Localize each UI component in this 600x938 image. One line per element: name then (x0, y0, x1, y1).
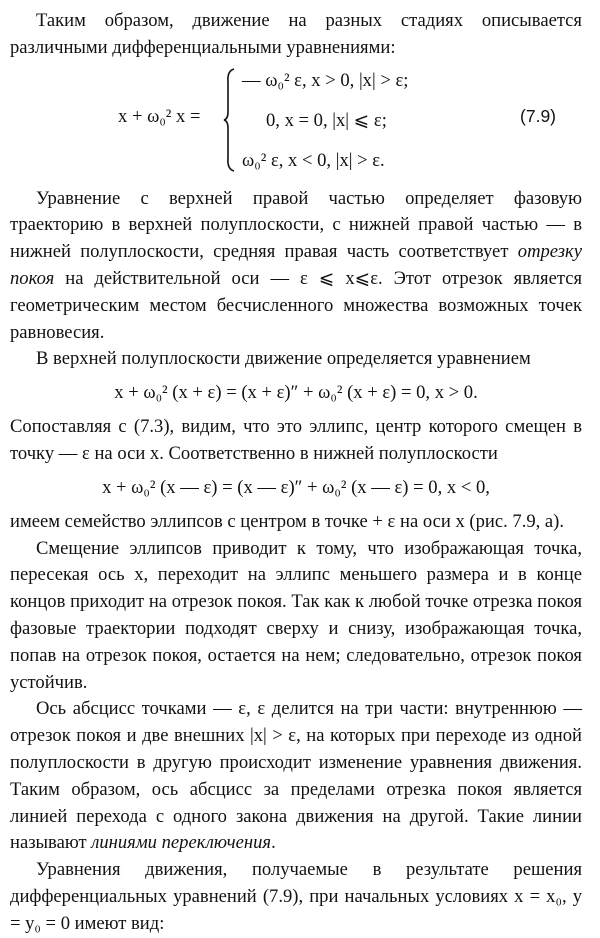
left-brace-icon (223, 68, 235, 172)
paragraph-ellipse-comparison: Сопоставляя с (7.3), видим, что это эллипс, центр которого смещен в точку — ε на оси x. Соответственно в нижней полуплоскости (10, 416, 582, 464)
equation-number: (7.9) (520, 105, 556, 126)
paragraph-rest-segment-text-1: Уравнение с верхней правой частью определяет фазовую траекторию в верхней полуплоскости, с нижней правой частью — в нижней полуплоскости, средняя правая часть соответствует (10, 187, 582, 263)
equation-upper-half-plane: x + ω₀² (x + ε) = (x + ε)″ + ω₀² (x + ε) = 0, x > 0. (114, 382, 478, 404)
paragraph-rest-segment (10, 186, 582, 347)
paragraph-ellipse-shift: Смещение эллипсов приводит к тому, что изображающая точка, пересекая ось x, переходит на эллипс меньшего размера и в конце концов приходит на отрезок покоя. Так как к любой точке отрезка покоя фазовые траектории подходят сверху и снизу, изображающая точка, попав на отрезок покоя, остается на нем; следовательно, отрезок покоя устойчив. (10, 537, 582, 693)
term-switching-lines: линиями переключения (91, 832, 272, 854)
system-case-lower: ω₀² ε, x < 0, |x| > ε. (242, 149, 385, 171)
system-case-middle: 0, x = 0, |x| ⩽ ε; (266, 109, 387, 131)
paragraph-upper-half-plane: В верхней полуплоскости движение определяется уравнением (36, 348, 531, 370)
paragraph-ellipse-family: имеем семейство эллипсов с центром в точке + ε на оси x (рис. 7.9, а). (10, 510, 565, 532)
paragraph-switching-lines (10, 696, 582, 857)
paragraph-equations-of-motion: Уравнения движения, получаемые в результате решения дифференциальных уравнений (7.9), при начальных условиях x = x₀, y = y₀ = 0 имеют вид: (10, 859, 582, 934)
paragraph-switching-lines-text-1: Ось абсцисс точками — ε, ε делится на три части: внутреннюю — отрезок покоя и две внешних |x| > ε, на которых при переходе из одной полуплоскости в другую происходит изменение уравнения движения. Таким образом, ось абсцисс за пределами отрезка покоя является линией перехода с одного закона движения на другой. Такие линии называют (10, 698, 582, 854)
paragraph-intro: Таким образом, движение на разных стадиях описывается различными дифференциальными уравнениями: (10, 10, 582, 58)
equation-system-7-9 (10, 66, 582, 178)
system-left-side: x + ω₀² x = (118, 105, 201, 127)
equation-lower-half-plane: x + ω₀² (x — ε) = (x — ε)″ + ω₀² (x — ε) = 0, x < 0, (102, 476, 490, 498)
system-case-upper: — ω₀² ε, x > 0, |x| > ε; (242, 69, 409, 91)
paragraph-rest-segment-text-2: на действительной оси — ε ⩽ x⩽ε. Этот отрезок является геометрическим местом бесчисленного множества возможных точек равновесия. (10, 267, 582, 343)
term-rest-segment: отрезку покоя (10, 241, 582, 289)
paragraph-switching-lines-text-2: . (271, 832, 276, 854)
